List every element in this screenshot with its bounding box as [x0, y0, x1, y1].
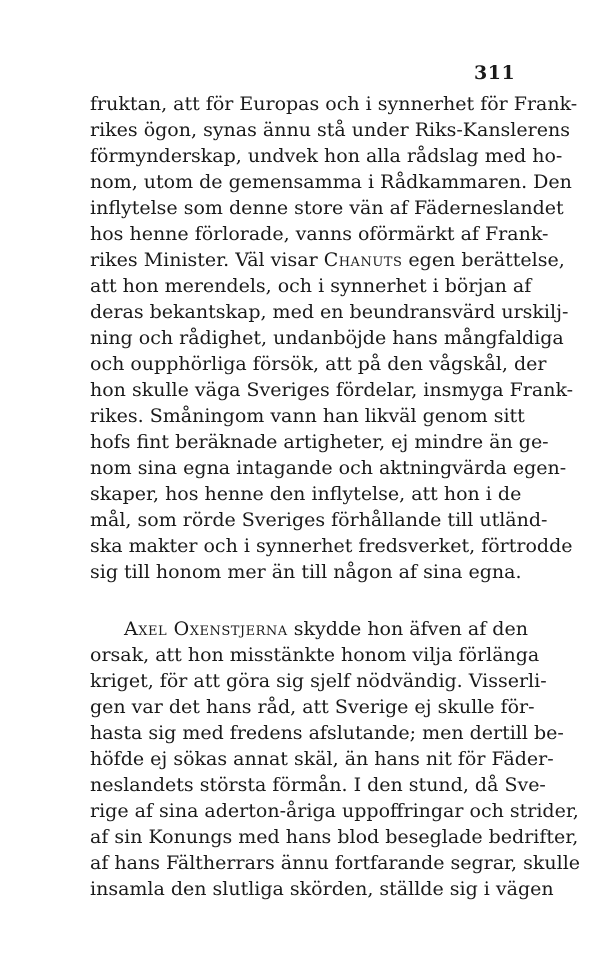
text-line: nom, utom de gemensamma i Rådkammaren. Den	[90, 171, 572, 193]
text-line	[124, 616, 528, 642]
text-line: orsak, att hon misstänkte honom vilja förlänga	[90, 644, 540, 666]
text-line: hos henne förlorade, vanns oförmärkt af Frank-	[90, 223, 549, 245]
text-line: förmynderskap, undvek hon alla rådslag med ho-	[90, 145, 563, 167]
text-line: och oupphörliga försök, att på den vågskål, der	[90, 353, 547, 375]
text-line: ska makter och i synnerhet fredsverket, förtrodde	[90, 535, 573, 557]
text-line: insamla den slutliga skörden, ställde sig i vägen	[90, 878, 554, 900]
text-line: hasta sig med fredens afslutande; men dertill be-	[90, 722, 564, 744]
text-line: nom sina egna intagande och aktningvärda egen-	[90, 457, 567, 479]
text-line: neslandets största förmån. I den stund, då Sve-	[90, 774, 546, 796]
text-line: rikes. Småningom vann han likväl genom sitt	[90, 405, 525, 427]
text-fragment: egen berättelse,	[408, 249, 565, 271]
text-line: hon skulle väga Sveriges fördelar, insmyga Frank-	[90, 379, 574, 401]
text-line: af sin Konungs med hans blod beseglade bedrifter,	[90, 826, 579, 848]
person-name-oxenstjerna: Axel Oxenstjerna	[124, 618, 288, 640]
text-line: mål, som rörde Sveriges förhållande till utländ-	[90, 509, 548, 531]
text-fragment: skydde hon äfven af den	[287, 618, 528, 640]
text-line: gen var det hans råd, att Sverige ej skulle för-	[90, 696, 535, 718]
text-line: att hon merendels, och i synnerhet i början af	[90, 275, 532, 297]
text-line: ning och rådighet, undanböjde hans mångfaldiga	[90, 327, 564, 349]
text-line: rikes ögon, synas ännu stå under Riks-Kanslerens	[90, 119, 570, 141]
text-line: fruktan, att för Europas och i synnerhet för Frank-	[90, 93, 578, 115]
text-line: skaper, hos henne den inflytelse, att hon i de	[90, 483, 522, 505]
page-number: 311	[474, 62, 516, 84]
text-line: af hans Fältherrars ännu fortfarande segrar, skulle	[90, 852, 581, 874]
text-line: höfde ej sökas annat skäl, än hans nit för Fäder-	[90, 748, 554, 770]
person-name-chanut: Chanuts	[323, 249, 403, 271]
text-line	[90, 247, 565, 273]
text-line: deras bekantskap, med en beundransvärd urskilj-	[90, 301, 569, 323]
text-line: inflytelse som denne store vän af Fäderneslandet	[90, 197, 564, 219]
text-line: kriget, för att göra sig sjelf nödvändig. Visserli-	[90, 670, 547, 692]
text-line: sig till honom mer än till någon af sina egna.	[90, 561, 522, 583]
text-line: hofs fint beräknade artigheter, ej mindre än ge-	[90, 431, 549, 453]
text-line: rige af sina aderton-åriga uppoffringar och strider,	[90, 800, 579, 822]
text-fragment: rikes Minister. Väl visar	[90, 249, 324, 271]
